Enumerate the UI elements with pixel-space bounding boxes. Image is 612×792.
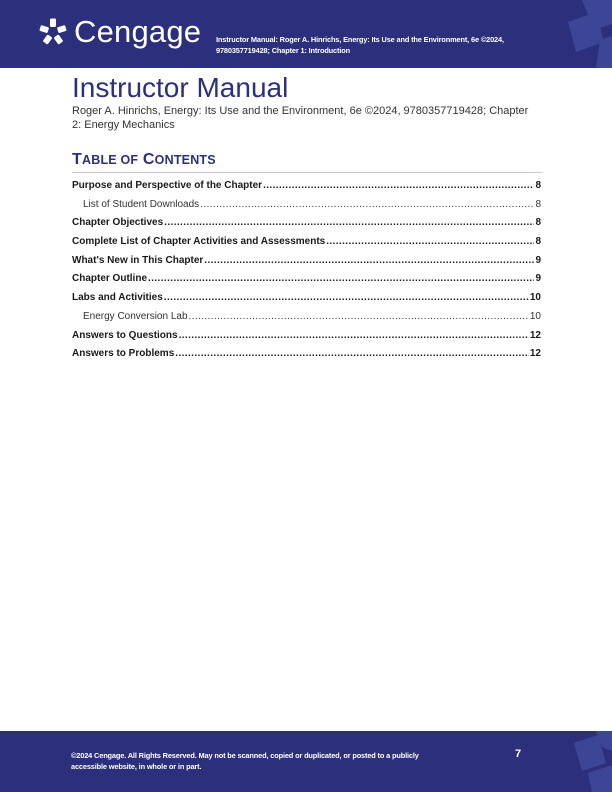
toc-leader [200,198,534,212]
copyright-notice: ©2024 Cengage. All Rights Reserved. May not be scanned, copied or duplicated, or posted to a publicly accessible website, in whole or in part. [71,751,419,771]
toc-entry-label: Chapter Objectives [72,217,164,229]
toc-entry[interactable] [72,291,541,310]
toc-leader [164,216,534,230]
toc-entry[interactable] [72,235,541,254]
footer-decoration [566,731,612,792]
toc-leader [148,272,534,286]
cengage-logo [38,16,201,47]
toc-leader [175,347,529,361]
brand-name: Cengage [74,14,202,49]
toc-entry-page: 8 [535,198,541,210]
toc-entry-page: 8 [535,236,541,248]
toc-entry[interactable] [72,179,541,198]
toc-heading [72,151,216,169]
toc-entry-label: Chapter Outline [72,273,148,285]
header-citation: Instructor Manual: Roger A. Hinrichs, Energy: Its Use and the Environment, 6e ©2024, 9780357719428; Chapter 1: Introduction [216,35,504,55]
toc-heading-initial-1: T [72,151,82,168]
toc-entry-page: 10 [529,310,541,322]
toc-leader [204,254,534,268]
toc-entry[interactable] [72,310,541,329]
toc-divider [72,172,542,173]
toc-heading-initial-2: C [142,151,155,168]
toc-leader [326,235,534,249]
toc-entry-label: Energy Conversion Lab [83,310,188,322]
toc-entry-page: 9 [535,254,541,266]
toc-heading-rest-2: ONTENTS [154,153,216,167]
toc-leader [189,310,529,324]
page-number: 7 [515,748,522,760]
toc-entry[interactable] [72,347,541,366]
page-footer [0,731,612,792]
toc-entry[interactable] [72,254,541,273]
toc-entry[interactable] [72,272,541,291]
toc-entry-page: 8 [535,180,541,191]
toc-leader [179,329,529,343]
toc-entry[interactable] [72,329,541,348]
toc-entry-label: Answers to Problems [72,348,175,360]
toc-entry-label: Labs and Activities [72,292,163,304]
toc-entry-label: Answers to Questions [72,329,178,341]
table-of-contents [72,179,541,366]
toc-heading-rest-1: ABLE OF [81,153,139,167]
toc-entry-page: 12 [529,329,541,341]
toc-leader [164,291,529,305]
toc-entry[interactable] [72,216,541,235]
toc-entry-label: Purpose and Perspective of the Chapter [72,180,263,191]
toc-entry-label: What's New in This Chapter [72,254,204,266]
toc-entry[interactable] [72,198,541,217]
page-subtitle: Roger A. Hinrichs, Energy: Its Use and the Environment, 6e ©2024, 9780357719428; Chapter 2: Energy Mechanics [72,105,529,131]
toc-leader [263,179,534,193]
page-header [0,0,612,68]
toc-entry-page: 10 [529,292,541,304]
toc-entry-page: 12 [529,348,541,360]
toc-entry-label: Complete List of Chapter Activities and Assessments [72,236,326,248]
page-title: Instructor Manual [72,72,289,103]
header-decoration [560,0,612,68]
toc-entry-page: 8 [535,217,541,229]
cengage-mark-icon [38,17,68,47]
toc-entry-page: 9 [535,273,541,285]
toc-entry-label: List of Student Downloads [83,198,200,210]
